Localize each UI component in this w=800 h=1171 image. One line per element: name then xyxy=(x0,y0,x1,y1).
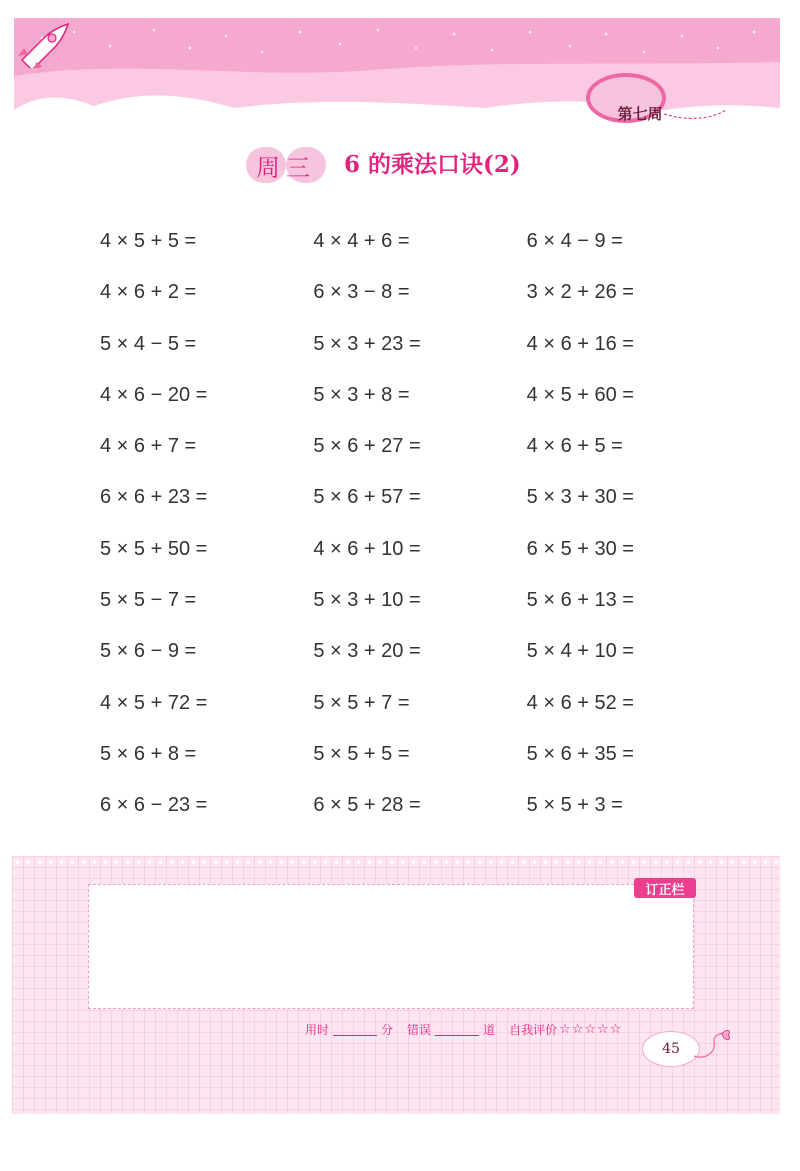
problem-item: 4 × 6 + 10 = xyxy=(313,537,421,560)
page-number: 45 xyxy=(642,1031,700,1067)
problem-item: 4 × 5 + 72 = xyxy=(100,691,208,714)
problem-item: 6 × 3 − 8 = xyxy=(313,281,410,304)
problem-item: 5 × 6 − 9 = xyxy=(100,640,197,663)
problem-row xyxy=(100,328,740,379)
rating-stars[interactable]: ☆☆☆☆☆ xyxy=(559,1021,623,1037)
problem-item: 5 × 3 + 10 = xyxy=(313,589,421,612)
problem-item: 5 × 6 + 35 = xyxy=(526,742,634,765)
problem-item: 6 × 6 + 23 = xyxy=(100,486,208,509)
problem-item: 4 × 6 − 20 = xyxy=(100,383,208,406)
correction-area[interactable] xyxy=(88,884,694,1009)
problem-row xyxy=(100,430,740,481)
problem-item: 6 × 4 − 9 = xyxy=(526,230,623,252)
problem-row xyxy=(100,379,740,430)
problem-row xyxy=(100,635,740,686)
problem-item: 5 × 5 + 50 = xyxy=(100,537,208,560)
time-label: 用时 xyxy=(305,1022,330,1037)
problem-item: 6 × 6 − 23 = xyxy=(100,794,208,817)
question-unit: 道 xyxy=(483,1022,496,1037)
minute-unit: 分 xyxy=(381,1022,394,1037)
correction-label: 订正栏 xyxy=(634,878,696,898)
problem-grid xyxy=(100,225,740,841)
problem-item: 5 × 3 + 23 = xyxy=(313,332,421,355)
problem-item: 5 × 3 + 30 = xyxy=(526,486,634,509)
problem-item: 5 × 5 + 3 = xyxy=(526,794,623,817)
butterfly-swirl-icon xyxy=(692,1026,732,1066)
problem-item: 3 × 2 + 26 = xyxy=(526,281,634,304)
problem-row xyxy=(100,276,740,327)
problem-item: 5 × 6 + 13 = xyxy=(526,589,634,612)
problem-item: 4 × 6 + 52 = xyxy=(526,691,634,714)
problem-item: 5 × 6 + 57 = xyxy=(313,486,421,509)
self-eval-label: 自我评价 xyxy=(509,1022,558,1037)
error-label: 错误 xyxy=(407,1022,432,1037)
rocket-icon xyxy=(14,18,74,68)
page-title: 6 的乘法口诀(2) xyxy=(344,151,521,178)
problem-item: 5 × 3 + 20 = xyxy=(313,640,421,663)
problem-item: 5 × 5 + 5 = xyxy=(313,742,410,765)
problem-row xyxy=(100,584,740,635)
self-check-bar xyxy=(305,1018,622,1040)
problem-item: 5 × 4 − 5 = xyxy=(100,332,197,355)
time-blank[interactable] xyxy=(333,1023,377,1036)
problem-row xyxy=(100,789,740,840)
problem-item: 5 × 3 + 8 = xyxy=(313,383,410,406)
day-label: 周三 xyxy=(256,153,316,182)
problem-row xyxy=(100,225,740,276)
error-blank[interactable] xyxy=(435,1023,479,1036)
problem-item: 4 × 6 + 5 = xyxy=(526,435,623,458)
footer-panel xyxy=(12,856,780,1114)
problem-item: 5 × 6 + 8 = xyxy=(100,742,197,765)
problem-item: 4 × 5 + 60 = xyxy=(526,383,634,406)
problem-row xyxy=(100,738,740,789)
header-banner xyxy=(14,18,780,130)
week-badge: 第七周 xyxy=(617,104,663,123)
problem-row xyxy=(100,481,740,532)
day-pill xyxy=(246,147,326,183)
problem-item: 4 × 5 + 5 = xyxy=(100,230,197,252)
problem-item: 5 × 4 + 10 = xyxy=(526,640,634,663)
problem-item: 4 × 4 + 6 = xyxy=(313,230,410,252)
problem-item: 6 × 5 + 28 = xyxy=(313,794,421,817)
problem-row xyxy=(100,687,740,738)
title-row xyxy=(0,145,800,185)
problem-row xyxy=(100,533,740,584)
problem-item: 5 × 5 + 7 = xyxy=(313,691,410,714)
footer-dot-border xyxy=(12,858,780,866)
problem-item: 4 × 6 + 2 = xyxy=(100,281,197,304)
problem-item: 4 × 6 + 16 = xyxy=(526,332,634,355)
problem-item: 5 × 6 + 27 = xyxy=(313,435,421,458)
problem-item: 4 × 6 + 7 = xyxy=(100,435,197,458)
problem-item: 5 × 5 − 7 = xyxy=(100,589,197,612)
problem-item: 6 × 5 + 30 = xyxy=(526,537,634,560)
